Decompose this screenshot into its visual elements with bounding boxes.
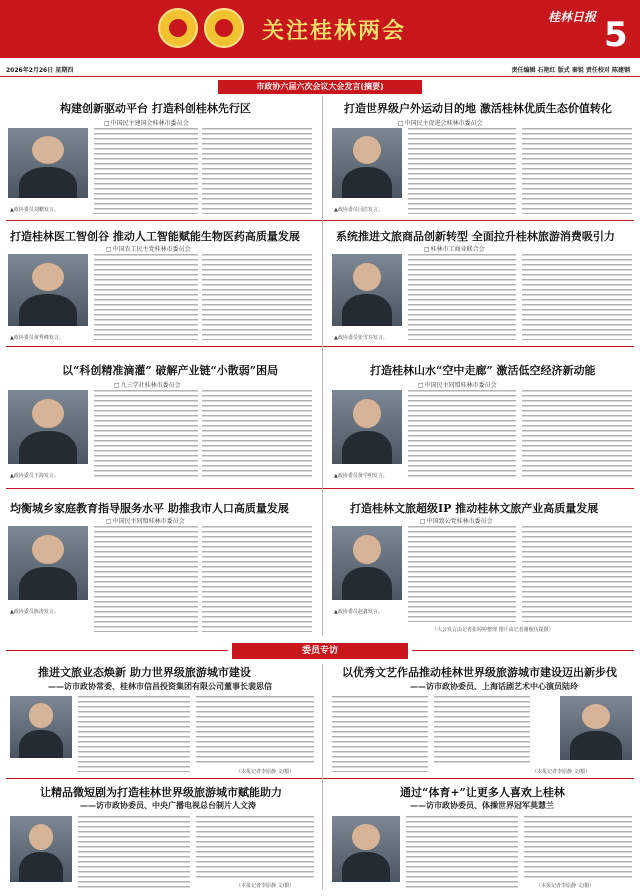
interview-credit: （本报记者李原静 文/摄） [236,883,295,889]
interviewee-photo [10,816,72,882]
article-body [408,128,516,214]
photo-caption: ▲政协委员刘鹏发言。 [10,207,59,213]
newspaper-logo: 桂林日报 [548,10,597,24]
speaker-photo [332,128,402,198]
article-body [94,128,198,214]
article-affiliation: □ 中国民主同盟桂林市委员会 [106,516,185,525]
article-affiliation: □ 桂林市工商业联合会 [424,244,485,253]
divider [6,650,228,651]
interview-headline: 让精品微短剧为打造桂林世界级旅游城市赋能助力 [40,786,282,799]
article-body [408,526,516,622]
speaker-photo [8,390,88,464]
photo-caption: ▲政协委员张雪芬发言。 [334,335,388,341]
divider [6,488,634,489]
photo-caption: ▲政协委员赵鑫发言。 [334,609,383,615]
divider [412,650,634,651]
interview-credit: （本报记者李原静 文/摄） [236,769,295,775]
article-body [522,526,632,622]
article-body [94,526,198,632]
issue-date: 2026年2月26日 星期四 [6,67,74,74]
interview-headline: 以优秀文艺作品推动桂林世界级旅游城市建设迈出新步伐 [342,666,617,679]
article-body [202,128,312,214]
article-body [434,696,530,764]
article-body [408,254,516,340]
article-headline: 以“科创精准滴灌” 破解产业链“小散弱”困局 [62,364,279,377]
speaker-photo [8,526,88,600]
article-affiliation: □ 中国民主建国会桂林市委员会 [104,118,189,127]
article-body [522,254,632,340]
article-headline: 均衡城乡家庭教育指导服务水平 助推我市人口高质量发展 [10,502,289,515]
cppcc-emblem-icon [204,8,244,48]
interviewee-photo [10,696,72,758]
page-title: 关注桂林两会 [262,19,407,44]
article-body [196,816,314,878]
article-body [94,254,198,340]
article-affiliation: □ 九三学社桂林市委员会 [114,380,181,389]
section-header [0,643,640,659]
article-body [522,128,632,214]
column-divider [322,96,323,636]
interview-headline: 推进文旅业态焕新 助力世界级旅游城市建设 [38,666,251,679]
speaker-photo [8,254,88,326]
article-headline: 打造世界级户外运动目的地 激活桂林优质生态价值转化 [344,102,612,115]
section-title: 委员专访 [232,643,408,659]
divider [6,346,634,347]
column-divider [322,664,323,890]
article-body [78,696,190,772]
banner-credit: （大会发言由记者张婷婷整理 图片由记者谢俊伍提摄） [432,627,554,633]
article-body [524,816,632,878]
interview-subtitle: ——访市政协委员、体操世界冠军莫慧兰 [410,801,554,810]
interview-credit: （本报记者李原静 文/摄） [532,769,591,775]
divider [6,778,634,779]
photo-caption: ▲政协委员黄秀峰发言。 [10,335,64,341]
article-body [94,390,198,480]
interview-subtitle: ——访市政协委员、中央广播电视总台制片人文涛 [80,801,256,810]
subheader [0,62,640,77]
article-body [202,390,312,480]
photo-caption: ▲政协委员黄学明发言。 [334,473,388,479]
section-banner: 市政协六届六次会议大会发言(摘要) [218,80,422,94]
speaker-photo [332,254,402,326]
interview-subtitle: ——访市政协常委、桂林市信昌投资集团有限公司董事长裴思信 [48,682,272,691]
interview-credit: （本报记者李原静 文/摄） [536,883,595,889]
interviewee-photo [560,696,632,760]
article-affiliation: □ 中国民主促进会桂林市委员会 [398,118,483,127]
article-body [78,816,190,888]
article-body [202,526,312,632]
article-headline: 构建创新驱动平台 打造科创桂林先行区 [60,102,251,115]
photo-caption: ▲政协委员王海发言。 [10,473,59,479]
article-body [406,816,518,888]
article-affiliation: □ 中国民主同盟桂林市委员会 [418,380,497,389]
article-headline: 打造桂林医工智创谷 推动人工智能赋能生物医药高质量发展 [10,230,300,243]
divider [6,220,634,221]
speaker-photo [332,390,402,464]
speaker-photo [332,526,402,600]
photo-caption: ▲政协委员闫洁发言。 [334,207,383,213]
article-headline: 打造桂林山水“空中走廊” 激活低空经济新动能 [370,364,596,377]
interviewee-photo [332,816,400,882]
masthead [0,0,640,58]
article-body [202,254,312,340]
article-body [332,696,428,772]
interview-subtitle: ——访市政协委员、上海话剧艺术中心演员陆玲 [410,682,578,691]
editor-credits: 责任编辑 石艳红 版式 秦锐 责任校对 陈建钢 [511,67,630,74]
article-body [408,390,516,480]
interview-headline: 通过“体育+”让更多人喜欢上桂林 [400,786,565,799]
photo-caption: ▲政协委员陈涛发言。 [10,609,59,615]
speaker-photo [8,128,88,198]
page-number: 5 [604,15,628,55]
article-body [522,390,632,480]
national-emblem-icon [158,8,198,48]
article-body [196,696,314,764]
article-headline: 系统推进文旅商品创新转型 全面拉升桂林旅游消费吸引力 [336,230,615,243]
article-affiliation: □ 中国致公党桂林市委员会 [420,516,493,525]
article-headline: 打造桂林文旅超级IP 推动桂林文旅产业高质量发展 [350,502,599,515]
article-affiliation: □ 中国农工民主党桂林市委员会 [106,244,191,253]
